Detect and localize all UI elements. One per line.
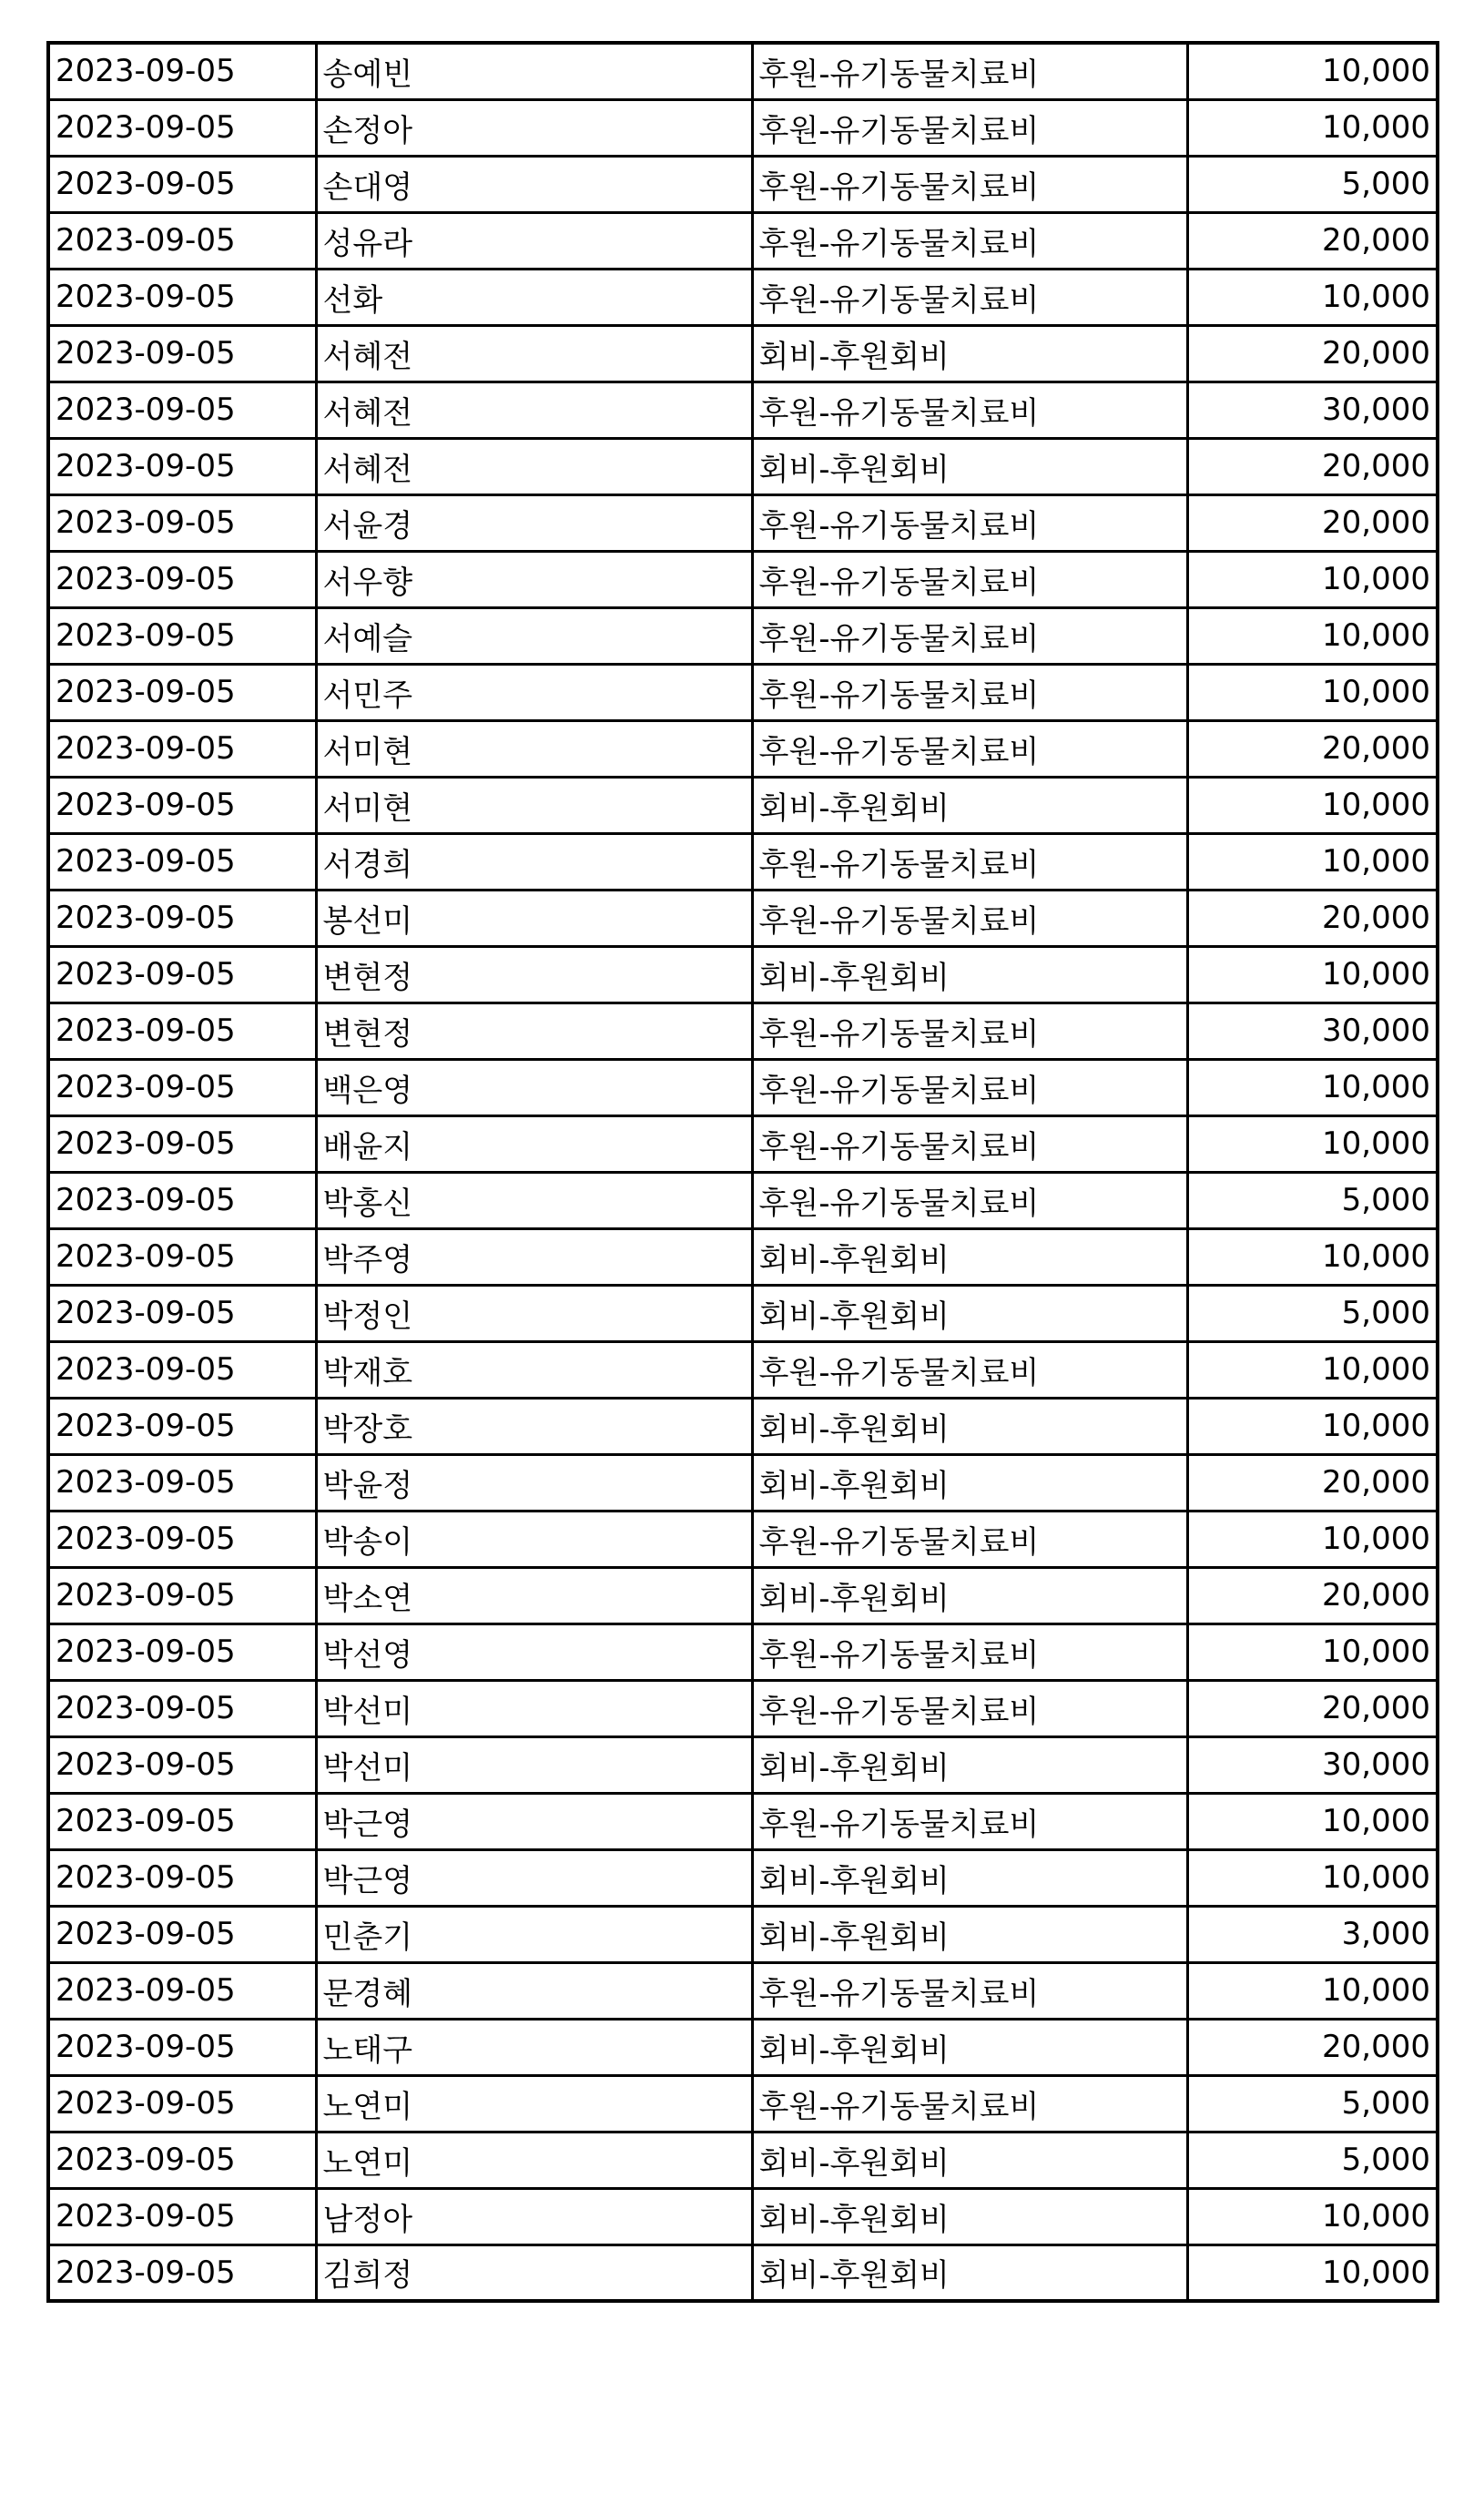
date-cell: 2023-09-05 xyxy=(48,156,316,212)
date-cell: 2023-09-05 xyxy=(48,43,316,99)
category-cell: 회비-후원회비 xyxy=(752,1736,1187,1793)
name-cell: 서민주 xyxy=(316,664,752,720)
date-cell: 2023-09-05 xyxy=(48,1059,316,1115)
category-cell: 회비-후원회비 xyxy=(752,946,1187,1003)
category-cell: 후원-유기동물치료비 xyxy=(752,269,1187,325)
amount-cell: 10,000 xyxy=(1187,833,1438,890)
category-cell: 후원-유기동물치료비 xyxy=(752,2075,1187,2132)
table-row xyxy=(48,494,1438,551)
category-cell: 후원-유기동물치료비 xyxy=(752,1624,1187,1680)
amount-cell: 10,000 xyxy=(1187,43,1438,99)
category-cell: 회비-후원회비 xyxy=(752,2019,1187,2075)
table-row xyxy=(48,2132,1438,2188)
name-cell: 박주영 xyxy=(316,1228,752,1285)
name-cell: 박정인 xyxy=(316,1285,752,1341)
amount-cell: 20,000 xyxy=(1187,720,1438,777)
table-row xyxy=(48,664,1438,720)
category-cell: 회비-후원회비 xyxy=(752,1285,1187,1341)
name-cell: 백은영 xyxy=(316,1059,752,1115)
amount-cell: 20,000 xyxy=(1187,1680,1438,1736)
name-cell: 봉선미 xyxy=(316,890,752,946)
table-row xyxy=(48,1228,1438,1285)
name-cell: 서미현 xyxy=(316,777,752,833)
date-cell: 2023-09-05 xyxy=(48,1680,316,1736)
amount-cell: 10,000 xyxy=(1187,551,1438,607)
table-row xyxy=(48,269,1438,325)
date-cell: 2023-09-05 xyxy=(48,1793,316,1849)
name-cell: 선화 xyxy=(316,269,752,325)
table-row xyxy=(48,1906,1438,1962)
category-cell: 후원-유기동물치료비 xyxy=(752,833,1187,890)
category-cell: 후원-유기동물치료비 xyxy=(752,720,1187,777)
name-cell: 송예빈 xyxy=(316,43,752,99)
table-row xyxy=(48,1059,1438,1115)
category-cell: 후원-유기동물치료비 xyxy=(752,890,1187,946)
name-cell: 문경혜 xyxy=(316,1962,752,2019)
date-cell: 2023-09-05 xyxy=(48,2075,316,2132)
category-cell: 후원-유기동물치료비 xyxy=(752,1115,1187,1172)
amount-cell: 10,000 xyxy=(1187,664,1438,720)
name-cell: 서혜전 xyxy=(316,382,752,438)
name-cell: 남정아 xyxy=(316,2188,752,2244)
category-cell: 후원-유기동물치료비 xyxy=(752,1793,1187,1849)
date-cell: 2023-09-05 xyxy=(48,212,316,269)
name-cell: 박선영 xyxy=(316,1624,752,1680)
date-cell: 2023-09-05 xyxy=(48,494,316,551)
name-cell: 노태구 xyxy=(316,2019,752,2075)
table-row xyxy=(48,1341,1438,1398)
category-cell: 회비-후원회비 xyxy=(752,1906,1187,1962)
amount-cell: 10,000 xyxy=(1187,1341,1438,1398)
date-cell: 2023-09-05 xyxy=(48,607,316,664)
table-row xyxy=(48,1172,1438,1228)
name-cell: 서미현 xyxy=(316,720,752,777)
category-cell: 후원-유기동물치료비 xyxy=(752,1172,1187,1228)
date-cell: 2023-09-05 xyxy=(48,269,316,325)
category-cell: 회비-후원회비 xyxy=(752,2244,1187,2301)
amount-cell: 5,000 xyxy=(1187,156,1438,212)
amount-cell: 10,000 xyxy=(1187,1793,1438,1849)
table-row xyxy=(48,99,1438,156)
category-cell: 회비-후원회비 xyxy=(752,1567,1187,1624)
amount-cell: 20,000 xyxy=(1187,325,1438,382)
date-cell: 2023-09-05 xyxy=(48,1567,316,1624)
table-row xyxy=(48,1398,1438,1454)
category-cell: 후원-유기동물치료비 xyxy=(752,1962,1187,2019)
amount-cell: 10,000 xyxy=(1187,1511,1438,1567)
category-cell: 후원-유기동물치료비 xyxy=(752,212,1187,269)
table-row xyxy=(48,777,1438,833)
date-cell: 2023-09-05 xyxy=(48,890,316,946)
amount-cell: 20,000 xyxy=(1187,890,1438,946)
date-cell: 2023-09-05 xyxy=(48,2188,316,2244)
name-cell: 성유라 xyxy=(316,212,752,269)
table-row xyxy=(48,1680,1438,1736)
date-cell: 2023-09-05 xyxy=(48,1341,316,1398)
table-row xyxy=(48,2019,1438,2075)
amount-cell: 20,000 xyxy=(1187,494,1438,551)
category-cell: 후원-유기동물치료비 xyxy=(752,1680,1187,1736)
name-cell: 박재호 xyxy=(316,1341,752,1398)
name-cell: 박근영 xyxy=(316,1793,752,1849)
name-cell: 박송이 xyxy=(316,1511,752,1567)
table-row xyxy=(48,720,1438,777)
category-cell: 후원-유기동물치료비 xyxy=(752,1511,1187,1567)
name-cell: 노연미 xyxy=(316,2132,752,2188)
amount-cell: 10,000 xyxy=(1187,269,1438,325)
donation-ledger-table xyxy=(46,41,1439,2303)
amount-cell: 10,000 xyxy=(1187,777,1438,833)
amount-cell: 10,000 xyxy=(1187,1624,1438,1680)
amount-cell: 10,000 xyxy=(1187,946,1438,1003)
category-cell: 후원-유기동물치료비 xyxy=(752,1003,1187,1059)
date-cell: 2023-09-05 xyxy=(48,1624,316,1680)
name-cell: 서윤경 xyxy=(316,494,752,551)
table-row xyxy=(48,2075,1438,2132)
date-cell: 2023-09-05 xyxy=(48,2244,316,2301)
category-cell: 후원-유기동물치료비 xyxy=(752,1341,1187,1398)
table-row xyxy=(48,607,1438,664)
name-cell: 배윤지 xyxy=(316,1115,752,1172)
category-cell: 회비-후원회비 xyxy=(752,1228,1187,1285)
date-cell: 2023-09-05 xyxy=(48,1003,316,1059)
date-cell: 2023-09-05 xyxy=(48,720,316,777)
date-cell: 2023-09-05 xyxy=(48,1849,316,1906)
date-cell: 2023-09-05 xyxy=(48,438,316,494)
date-cell: 2023-09-05 xyxy=(48,777,316,833)
table-row xyxy=(48,2188,1438,2244)
table-row xyxy=(48,890,1438,946)
date-cell: 2023-09-05 xyxy=(48,1906,316,1962)
category-cell: 후원-유기동물치료비 xyxy=(752,1059,1187,1115)
name-cell: 노연미 xyxy=(316,2075,752,2132)
category-cell: 회비-후원회비 xyxy=(752,438,1187,494)
name-cell: 민춘기 xyxy=(316,1906,752,1962)
name-cell: 서혜전 xyxy=(316,438,752,494)
date-cell: 2023-09-05 xyxy=(48,1172,316,1228)
name-cell: 손대영 xyxy=(316,156,752,212)
table-row xyxy=(48,382,1438,438)
date-cell: 2023-09-05 xyxy=(48,1285,316,1341)
amount-cell: 5,000 xyxy=(1187,1285,1438,1341)
table-row xyxy=(48,551,1438,607)
table-row xyxy=(48,946,1438,1003)
category-cell: 후원-유기동물치료비 xyxy=(752,494,1187,551)
date-cell: 2023-09-05 xyxy=(48,1115,316,1172)
date-cell: 2023-09-05 xyxy=(48,99,316,156)
table-row xyxy=(48,1285,1438,1341)
name-cell: 박선미 xyxy=(316,1736,752,1793)
amount-cell: 30,000 xyxy=(1187,382,1438,438)
date-cell: 2023-09-05 xyxy=(48,382,316,438)
table-row xyxy=(48,1962,1438,2019)
table-row xyxy=(48,212,1438,269)
name-cell: 박홍신 xyxy=(316,1172,752,1228)
category-cell: 후원-유기동물치료비 xyxy=(752,607,1187,664)
category-cell: 후원-유기동물치료비 xyxy=(752,156,1187,212)
date-cell: 2023-09-05 xyxy=(48,1736,316,1793)
name-cell: 박장호 xyxy=(316,1398,752,1454)
date-cell: 2023-09-05 xyxy=(48,946,316,1003)
table-row xyxy=(48,1793,1438,1849)
table-row xyxy=(48,1624,1438,1680)
table-row xyxy=(48,833,1438,890)
name-cell: 손정아 xyxy=(316,99,752,156)
name-cell: 박윤정 xyxy=(316,1454,752,1511)
date-cell: 2023-09-05 xyxy=(48,1511,316,1567)
category-cell: 회비-후원회비 xyxy=(752,1454,1187,1511)
category-cell: 회비-후원회비 xyxy=(752,1849,1187,1906)
amount-cell: 10,000 xyxy=(1187,2188,1438,2244)
name-cell: 변현정 xyxy=(316,946,752,1003)
amount-cell: 10,000 xyxy=(1187,1115,1438,1172)
date-cell: 2023-09-05 xyxy=(48,551,316,607)
category-cell: 회비-후원회비 xyxy=(752,325,1187,382)
amount-cell: 10,000 xyxy=(1187,1398,1438,1454)
amount-cell: 5,000 xyxy=(1187,2132,1438,2188)
amount-cell: 10,000 xyxy=(1322,2254,1430,2291)
amount-cell: 10,000 xyxy=(1187,1228,1438,1285)
amount-cell: 20,000 xyxy=(1187,1567,1438,1624)
amount-cell: 20,000 xyxy=(1187,212,1438,269)
amount-cell: 5,000 xyxy=(1187,2075,1438,2132)
category-cell: 후원-유기동물치료비 xyxy=(752,382,1187,438)
category-cell: 후원-유기동물치료비 xyxy=(752,551,1187,607)
table-row xyxy=(48,325,1438,382)
table-row xyxy=(48,1511,1438,1567)
amount-cell: 3,000 xyxy=(1187,1906,1438,1962)
amount-cell: 10,000 xyxy=(1187,607,1438,664)
date-cell: 2023-09-05 xyxy=(48,2132,316,2188)
name-cell: 서경희 xyxy=(316,833,752,890)
category-cell: 회비-후원회비 xyxy=(752,2188,1187,2244)
category-cell: 후원-유기동물치료비 xyxy=(752,43,1187,99)
name-cell: 서예슬 xyxy=(316,607,752,664)
amount-cell: 5,000 xyxy=(1187,1172,1438,1228)
date-cell: 2023-09-05 xyxy=(48,325,316,382)
date-cell: 2023-09-05 xyxy=(48,1454,316,1511)
name-cell: 서혜전 xyxy=(316,325,752,382)
table-row xyxy=(48,156,1438,212)
table-row xyxy=(48,1115,1438,1172)
name-cell: 박선미 xyxy=(316,1680,752,1736)
table-row xyxy=(48,1454,1438,1511)
ledger-body xyxy=(48,43,1438,2301)
amount-cell: 20,000 xyxy=(1187,1454,1438,1511)
amount-cell: 10,000 xyxy=(1187,1059,1438,1115)
name-cell: 변현정 xyxy=(316,1003,752,1059)
amount-cell: 10,000 xyxy=(1187,1962,1438,2019)
table-row xyxy=(48,2244,1438,2301)
amount-cell: 20,000 xyxy=(1187,2019,1438,2075)
table-row xyxy=(48,1567,1438,1624)
table-row xyxy=(48,1849,1438,1906)
category-cell: 회비-후원회비 xyxy=(752,777,1187,833)
date-cell: 2023-09-05 xyxy=(48,2019,316,2075)
amount-cell: 30,000 xyxy=(1187,1736,1438,1793)
name-cell: 박근영 xyxy=(316,1849,752,1906)
amount-cell: 30,000 xyxy=(1187,1003,1438,1059)
category-cell: 회비-후원회비 xyxy=(752,2132,1187,2188)
amount-cell: 10,000 xyxy=(1187,1849,1438,1906)
date-cell: 2023-09-05 xyxy=(48,1962,316,2019)
date-cell: 2023-09-05 xyxy=(48,833,316,890)
name-cell: 서우향 xyxy=(316,551,752,607)
table-row xyxy=(48,43,1438,99)
amount-cell: 10,000 xyxy=(1187,99,1438,156)
date-cell: 2023-09-05 xyxy=(48,1228,316,1285)
name-cell: 박소연 xyxy=(316,1567,752,1624)
date-cell: 2023-09-05 xyxy=(48,664,316,720)
table-row xyxy=(48,438,1438,494)
date-cell: 2023-09-05 xyxy=(48,1398,316,1454)
table-row xyxy=(48,1736,1438,1793)
amount-cell: 20,000 xyxy=(1187,438,1438,494)
category-cell: 회비-후원회비 xyxy=(752,1398,1187,1454)
category-cell: 후원-유기동물치료비 xyxy=(752,99,1187,156)
table-row xyxy=(48,1003,1438,1059)
category-cell: 후원-유기동물치료비 xyxy=(752,664,1187,720)
name-cell: 김희정 xyxy=(316,2244,752,2301)
